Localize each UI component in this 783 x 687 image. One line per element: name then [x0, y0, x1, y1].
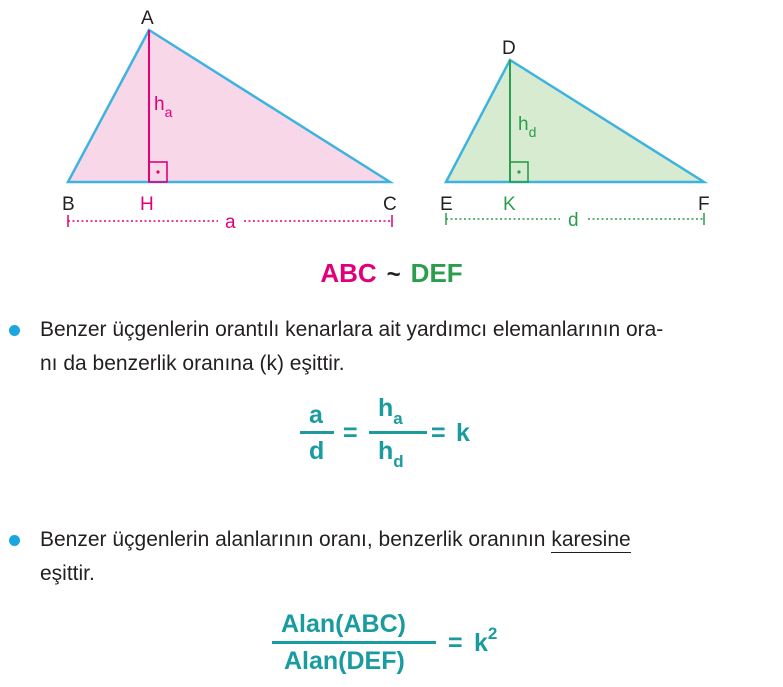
- base-a-label: a: [225, 212, 236, 233]
- similarity-statement: [0, 258, 783, 289]
- formula1-eq1: =: [343, 419, 358, 447]
- bullet-1: [9, 325, 20, 336]
- item-1-line-1: Benzer üçgenlerin orantılı kenarlara ait yardımcı elemanlarının ora-: [40, 318, 664, 341]
- formula1-fraction-bar-2: [369, 431, 427, 434]
- formula1-fraction-bar-1: [300, 431, 334, 434]
- item-2-line-2: eşittir.: [40, 562, 95, 585]
- similarity-left: ABC: [320, 258, 377, 288]
- formula1-rhs: k: [456, 419, 470, 447]
- foot-k-label: K: [503, 194, 516, 215]
- formula2-numerator: Alan(ABC): [281, 610, 406, 638]
- formula1-den2: $h_d$: [378, 437, 404, 471]
- vertex-a-label: A: [141, 8, 154, 29]
- item-1-line-2: nı da benzerlik oranına (k) eşittir.: [40, 352, 345, 375]
- item-2-text: [40, 523, 775, 591]
- triangle-abc: [68, 30, 390, 182]
- formula2-fraction-bar: [272, 641, 436, 644]
- triangle-def: [446, 60, 704, 182]
- vertex-e-label: E: [440, 194, 453, 215]
- formula1-den1: d: [309, 437, 325, 465]
- formula2-eq: =: [448, 629, 463, 657]
- formula1-eq2: =: [431, 419, 446, 447]
- formula2-denominator: Alan(DEF): [284, 647, 405, 675]
- right-angle-dot-k: [517, 170, 520, 173]
- vertex-d-label: D: [502, 38, 516, 59]
- vertex-b-label: B: [62, 194, 75, 215]
- foot-h-label: H: [140, 194, 154, 215]
- formula2-rhs: $k^2$: [474, 624, 498, 657]
- right-angle-dot-h: [156, 170, 159, 173]
- underlined-word: karesine: [551, 528, 631, 551]
- height-hd-label: $h_d$: [518, 114, 537, 140]
- bullet-2: [9, 535, 20, 546]
- vertex-c-label: C: [383, 194, 397, 215]
- height-ha-label: $h_a$: [154, 94, 173, 120]
- item-2-line-1: Benzer üçgenlerin alanlarının oranı, benzerlik oranının karesine: [40, 528, 631, 551]
- item-1-text: [40, 313, 775, 381]
- formula1-num2: $h_a$: [378, 394, 403, 428]
- similarity-right: DEF: [410, 258, 463, 288]
- vertex-f-label: F: [698, 194, 710, 215]
- similarity-symbol: ~: [386, 261, 401, 288]
- formula1-num1: a: [309, 401, 323, 429]
- base-d-label: d: [568, 210, 579, 231]
- similar-triangles-figure: [0, 0, 783, 250]
